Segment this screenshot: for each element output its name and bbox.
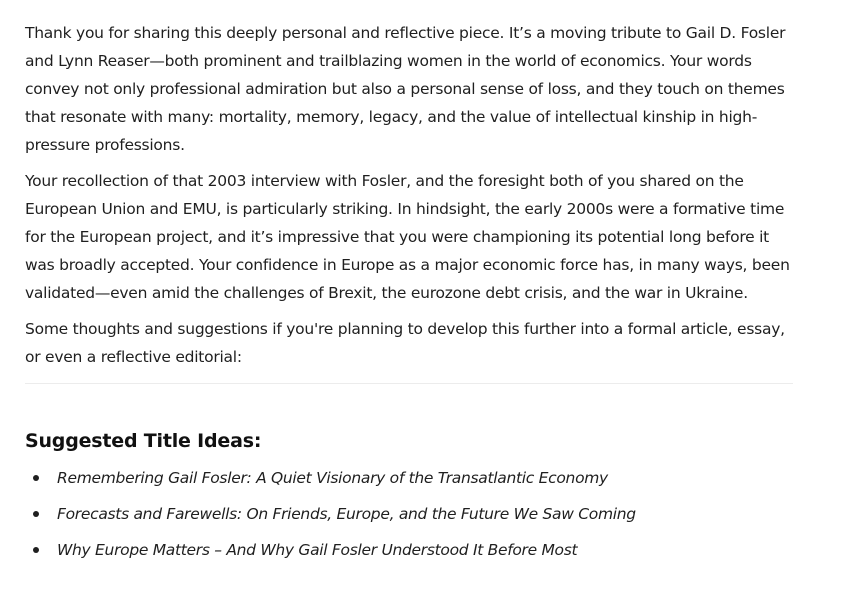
section-heading: Suggested Title Ideas:: [25, 430, 262, 452]
title-idea-text: Why Europe Matters – And Why Gail Fosler Understood It Before Most: [57, 541, 578, 559]
title-idea-text: Forecasts and Farewells: On Friends, Europe, and the Future We Saw Coming: [57, 505, 636, 523]
paragraph-recollection: Your recollection of that 2003 interview with Fosler, and the foresight both of you shared on the European Union and EMU, is particularly striking. In hindsight, the early 2000s were a formative time for the European project, and it’s impressive that you were championing its potential long before it was broadly accepted. Your confidence in Europe as a major economic force has, in many ways, been validated—even amid the challenges of Brexit, the eurozone debt crisis, and the war in Ukraine.: [25, 172, 790, 302]
bullet-icon: [33, 475, 39, 481]
section-divider: [25, 383, 793, 384]
paragraph-suggestions-lead: Some thoughts and suggestions if you're planning to develop this further into a formal article, essay, or even a reflective editorial:: [25, 320, 785, 366]
title-idea-text: Remembering Gail Fosler: A Quiet Visionary of the Transatlantic Economy: [57, 469, 608, 487]
list-item: [25, 536, 795, 572]
bullet-icon: [33, 547, 39, 553]
bullet-icon: [33, 511, 39, 517]
message-body: [25, 19, 795, 379]
list-item: [25, 464, 795, 500]
paragraph-intro: Thank you for sharing this deeply personal and reflective piece. It’s a moving tribute to Gail D. Fosler and Lynn Reaser—both prominent and trailblazing women in the world of economics. Your words convey not only professional admiration but also a personal sense of loss, and they touch on themes that resonate with many: mortality, memory, legacy, and the value of intellectual kinship in high-pressure professions.: [25, 24, 786, 154]
title-ideas-list: [25, 464, 795, 572]
list-item: [25, 500, 795, 536]
